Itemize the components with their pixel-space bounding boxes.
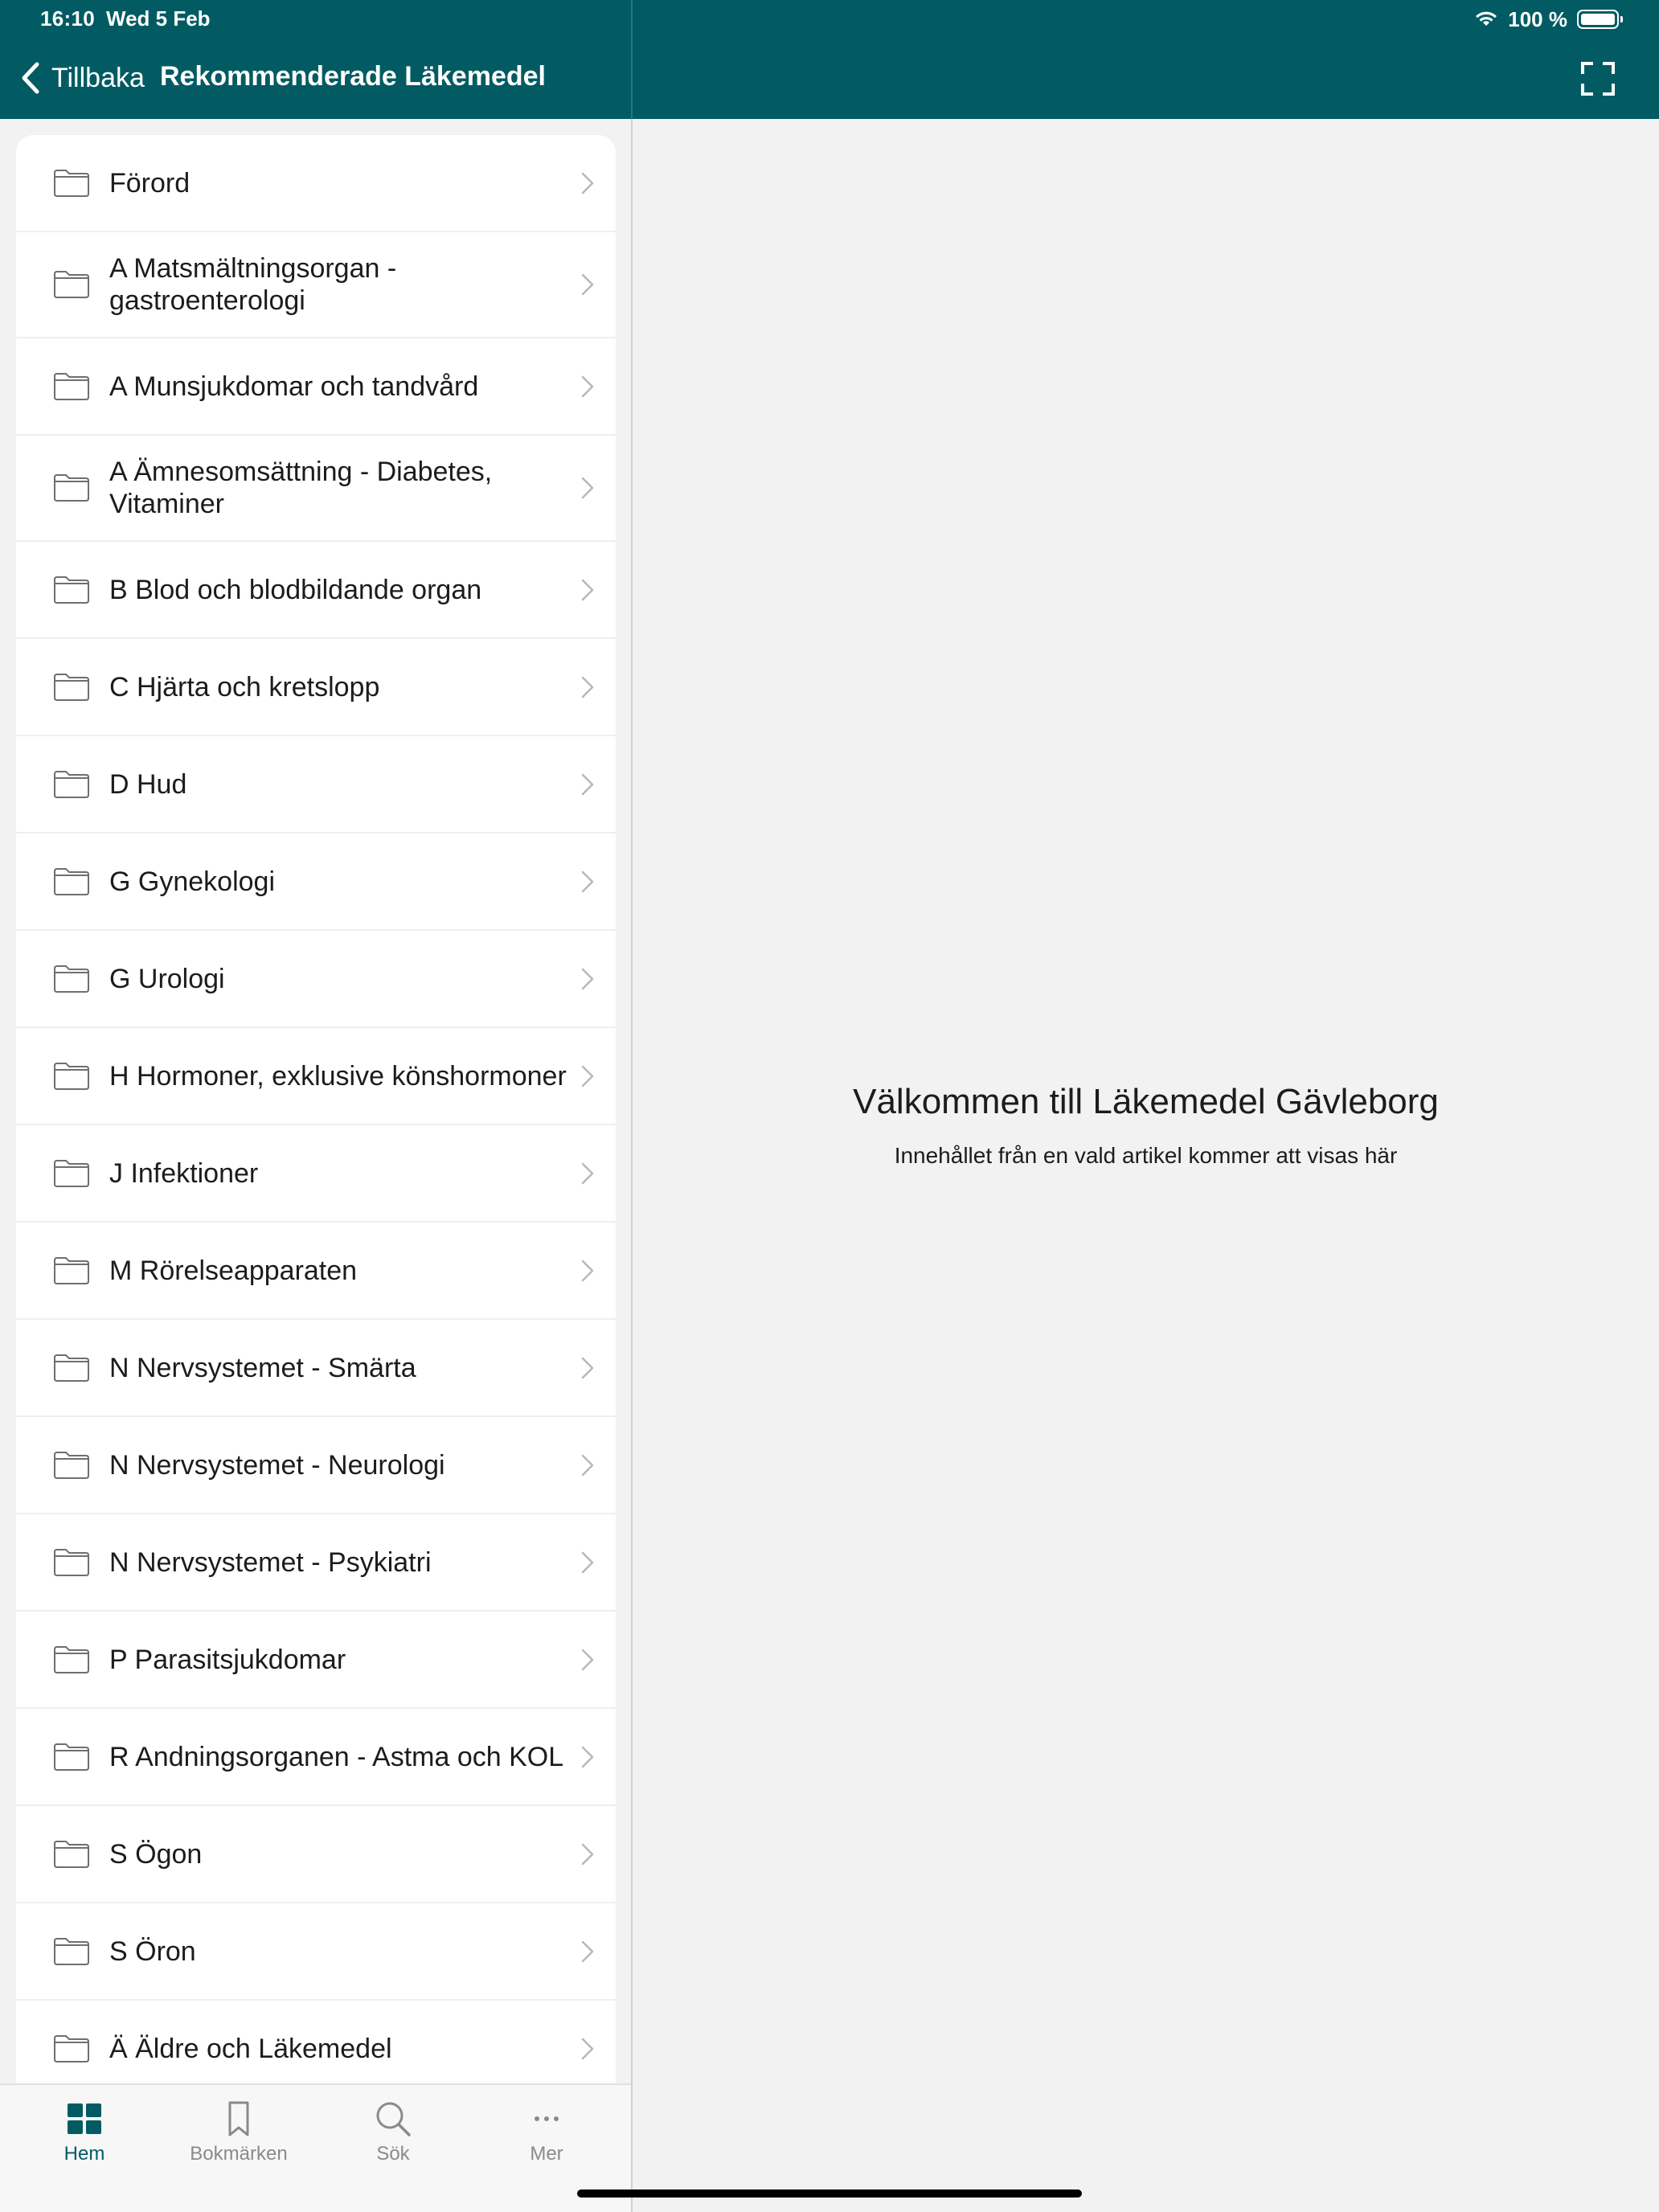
back-label: Tillbaka bbox=[51, 62, 145, 93]
list-item-label: D Hud bbox=[109, 768, 187, 800]
wifi-icon bbox=[1474, 10, 1498, 29]
folder-icon bbox=[53, 1840, 90, 1869]
list-item-label: R Andningsorganen - Astma och KOL bbox=[109, 1741, 564, 1772]
chevron-right-icon bbox=[580, 272, 595, 297]
chevron-right-icon bbox=[580, 1940, 595, 1964]
list-item[interactable] bbox=[16, 135, 616, 232]
list-item[interactable] bbox=[16, 1028, 616, 1125]
chevron-right-icon bbox=[580, 1550, 595, 1575]
list-item-label: A Munsjukdomar och tandvård bbox=[109, 371, 479, 402]
list-item[interactable] bbox=[16, 931, 616, 1028]
list-item[interactable] bbox=[16, 1806, 616, 1903]
tab-home[interactable] bbox=[8, 2099, 161, 2172]
list-item[interactable] bbox=[16, 338, 616, 436]
chevron-right-icon bbox=[580, 1745, 595, 1769]
folder-icon bbox=[53, 1256, 90, 1285]
tab-more-label: Mer bbox=[530, 2143, 563, 2165]
chevron-right-icon bbox=[580, 772, 595, 797]
chevron-right-icon bbox=[580, 1648, 595, 1672]
sidebar[interactable] bbox=[0, 119, 631, 2083]
bookmark-icon bbox=[219, 2099, 258, 2138]
chevron-right-icon bbox=[580, 870, 595, 894]
list-item-label: C Hjärta och kretslopp bbox=[109, 671, 380, 703]
chevron-right-icon bbox=[580, 171, 595, 195]
list-item-label: B Blod och blodbildande organ bbox=[109, 574, 482, 605]
chevron-right-icon bbox=[580, 1064, 595, 1088]
list-item-label: Förord bbox=[109, 167, 190, 199]
expand-icon[interactable] bbox=[1580, 61, 1616, 96]
list-item[interactable] bbox=[16, 232, 616, 338]
tab-home-label: Hem bbox=[63, 2143, 105, 2165]
folder-icon bbox=[53, 372, 90, 401]
header-divider bbox=[631, 0, 633, 119]
tab-bar bbox=[0, 2083, 631, 2212]
list-item[interactable] bbox=[16, 1709, 616, 1806]
list-item[interactable] bbox=[16, 436, 616, 542]
tab-bookmarks-label: Bokmärken bbox=[190, 2143, 288, 2165]
tab-bookmarks[interactable] bbox=[162, 2099, 315, 2172]
list-item[interactable] bbox=[16, 1223, 616, 1320]
list-item-label: S Ögon bbox=[109, 1838, 203, 1870]
list-item[interactable] bbox=[16, 1612, 616, 1709]
list-item-label: N Nervsystemet - Neurologi bbox=[109, 1449, 445, 1481]
folder-icon bbox=[53, 965, 90, 993]
folder-icon bbox=[53, 1354, 90, 1382]
more-icon bbox=[527, 2099, 566, 2138]
tab-search-label: Sök bbox=[376, 2143, 410, 2165]
chevron-right-icon bbox=[580, 375, 595, 399]
folder-icon bbox=[53, 1937, 90, 1966]
back-button[interactable] bbox=[19, 58, 145, 98]
list-item[interactable] bbox=[16, 736, 616, 834]
tab-more[interactable] bbox=[470, 2099, 623, 2172]
list-item-label: M Rörelseapparaten bbox=[109, 1255, 358, 1286]
list-item-label: H Hormoner, exklusive könshormoner bbox=[109, 1060, 567, 1092]
chevron-right-icon bbox=[580, 675, 595, 699]
folder-icon bbox=[53, 1645, 90, 1674]
list-item-label: N Nervsystemet - Psykiatri bbox=[109, 1546, 432, 1578]
battery-percent: 100 % bbox=[1508, 6, 1567, 31]
list-item[interactable] bbox=[16, 1903, 616, 2001]
search-icon bbox=[374, 2099, 412, 2138]
chevron-right-icon bbox=[580, 1842, 595, 1866]
list-item[interactable] bbox=[16, 1125, 616, 1223]
navigation-header bbox=[0, 0, 1659, 119]
home-indicator bbox=[577, 2189, 1082, 2198]
grid-icon bbox=[65, 2099, 104, 2138]
chevron-right-icon bbox=[580, 1453, 595, 1477]
list-item-label: S Öron bbox=[109, 1936, 196, 1967]
list-item[interactable] bbox=[16, 1417, 616, 1514]
chevron-right-icon bbox=[580, 1356, 595, 1380]
chevron-right-icon bbox=[580, 1161, 595, 1186]
list-item-label: Ä Äldre och Läkemedel bbox=[109, 2033, 392, 2064]
page-title: Rekommenderade Läkemedel bbox=[160, 61, 546, 92]
list-item-label: A Ämnesomsättning - Diabetes, Vitaminer bbox=[109, 457, 493, 519]
battery-icon bbox=[1577, 10, 1619, 29]
status-time: 16:10 bbox=[40, 6, 95, 31]
list-item[interactable] bbox=[16, 2001, 616, 2083]
chevron-right-icon bbox=[580, 2037, 595, 2061]
folder-icon bbox=[53, 1743, 90, 1772]
folder-icon bbox=[53, 169, 90, 198]
folder-icon bbox=[53, 867, 90, 896]
folder-icon bbox=[53, 1159, 90, 1188]
chevron-right-icon bbox=[580, 476, 595, 500]
category-list bbox=[16, 135, 616, 2083]
tab-search[interactable] bbox=[317, 2099, 469, 2172]
folder-icon bbox=[53, 673, 90, 702]
list-item-label: N Nervsystemet - Smärta bbox=[109, 1352, 416, 1383]
list-item-label: G Urologi bbox=[109, 963, 225, 994]
folder-icon bbox=[53, 473, 90, 502]
folder-icon bbox=[53, 1062, 90, 1091]
folder-icon bbox=[53, 1548, 90, 1577]
folder-icon bbox=[53, 2034, 90, 2063]
list-item[interactable] bbox=[16, 542, 616, 639]
list-item[interactable] bbox=[16, 1320, 616, 1417]
list-item-label: J Infektioner bbox=[109, 1157, 259, 1189]
list-item-label: G Gynekologi bbox=[109, 866, 275, 897]
list-item[interactable] bbox=[16, 834, 616, 931]
status-date: Wed 5 Feb bbox=[106, 6, 211, 31]
chevron-right-icon bbox=[580, 1259, 595, 1283]
folder-icon bbox=[53, 770, 90, 799]
chevron-left-icon bbox=[19, 61, 42, 95]
list-item[interactable] bbox=[16, 639, 616, 736]
chevron-right-icon bbox=[580, 967, 595, 991]
folder-icon bbox=[53, 270, 90, 299]
list-item[interactable] bbox=[16, 1514, 616, 1612]
welcome-title: Välkommen till Läkemedel Gävleborg bbox=[853, 1082, 1439, 1121]
status-indicators bbox=[1474, 5, 1619, 34]
folder-icon bbox=[53, 1451, 90, 1480]
list-item-label: A Matsmältningsorgan - gastroenterologi bbox=[109, 253, 397, 316]
folder-icon bbox=[53, 576, 90, 604]
chevron-right-icon bbox=[580, 578, 595, 602]
list-item-label: P Parasitsjukdomar bbox=[109, 1644, 346, 1675]
welcome-subtitle: Innehållet från en vald artikel kommer att visas här bbox=[894, 1143, 1398, 1168]
